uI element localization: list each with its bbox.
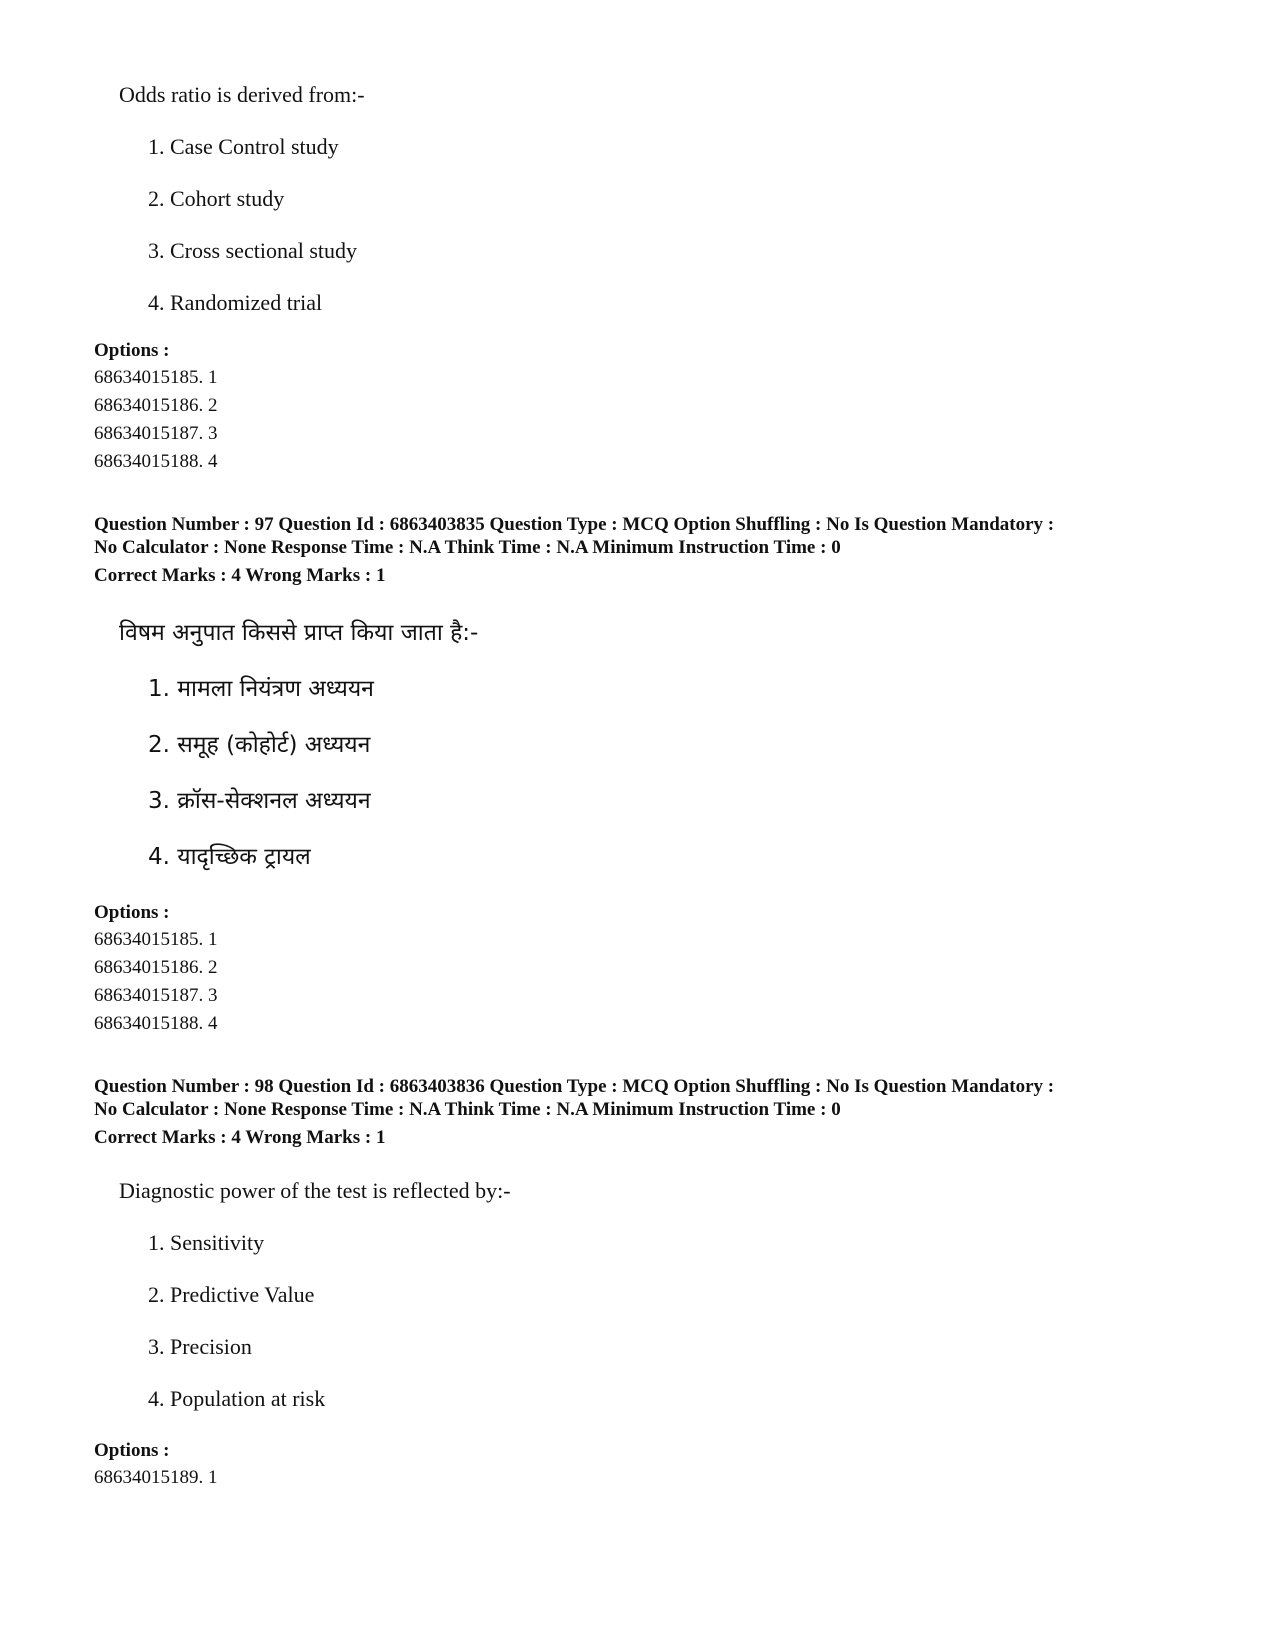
question-97-meta-line-1: Question Number : 97 Question Id : 6863403835 Question Type : MCQ Option Shuffling : No Is Question Mandatory :	[94, 514, 1055, 535]
question-96-option-3: 68634015187. 3	[94, 423, 218, 444]
question-98-choice-2: 2. Predictive Value	[148, 1282, 315, 1307]
question-97-options-heading: Options :	[94, 902, 170, 923]
question-96-option-1: 68634015185. 1	[94, 367, 218, 388]
question-97-choice-4: 4. यादृच्छिक ट्रायल	[148, 844, 311, 870]
question-97-option-1: 68634015185. 1	[94, 929, 218, 950]
question-97-option-3: 68634015187. 3	[94, 985, 218, 1006]
question-96-option-2: 68634015186. 2	[94, 395, 218, 416]
question-98-choice-4: 4. Population at risk	[148, 1386, 326, 1411]
question-96-stem: Odds ratio is derived from:-	[119, 82, 365, 107]
question-97-option-2: 68634015186. 2	[94, 957, 218, 978]
question-98-stem: Diagnostic power of the test is reflected by:-	[119, 1178, 511, 1203]
question-96-choice-4: 4. Randomized trial	[148, 290, 323, 315]
question-96-choice-3: 3. Cross sectional study	[148, 238, 357, 263]
question-98-options-heading: Options :	[94, 1440, 170, 1461]
question-97-choice-2: 2. समूह (कोहोर्ट) अध्ययन	[148, 732, 371, 758]
question-97-meta-line-2: No Calculator : None Response Time : N.A Think Time : N.A Minimum Instruction Time : 0	[94, 537, 841, 558]
question-96-option-4: 68634015188. 4	[94, 451, 218, 472]
question-96-choice-2: 2. Cohort study	[148, 186, 285, 211]
question-97-choice-1: 1. मामला नियंत्रण अध्ययन	[148, 676, 374, 702]
question-97-option-4: 68634015188. 4	[94, 1013, 218, 1034]
question-96-options-heading: Options :	[94, 340, 170, 361]
question-98-choice-1: 1. Sensitivity	[148, 1230, 265, 1255]
question-97-choice-3: 3. क्रॉस-सेक्शनल अध्ययन	[148, 788, 371, 814]
question-97-stem: विषम अनुपात किससे प्राप्त किया जाता है:-	[119, 620, 479, 646]
question-98-marks: Correct Marks : 4 Wrong Marks : 1	[94, 1127, 386, 1148]
question-98-meta-line-1: Question Number : 98 Question Id : 6863403836 Question Type : MCQ Option Shuffling : No Is Question Mandatory :	[94, 1076, 1055, 1097]
question-96-choice-1: 1. Case Control study	[148, 134, 339, 159]
question-98-meta-line-2: No Calculator : None Response Time : N.A Think Time : N.A Minimum Instruction Time : 0	[94, 1099, 841, 1120]
question-98-choice-3: 3. Precision	[148, 1334, 252, 1359]
question-98-option-1: 68634015189. 1	[94, 1467, 218, 1488]
question-97-marks: Correct Marks : 4 Wrong Marks : 1	[94, 565, 386, 586]
